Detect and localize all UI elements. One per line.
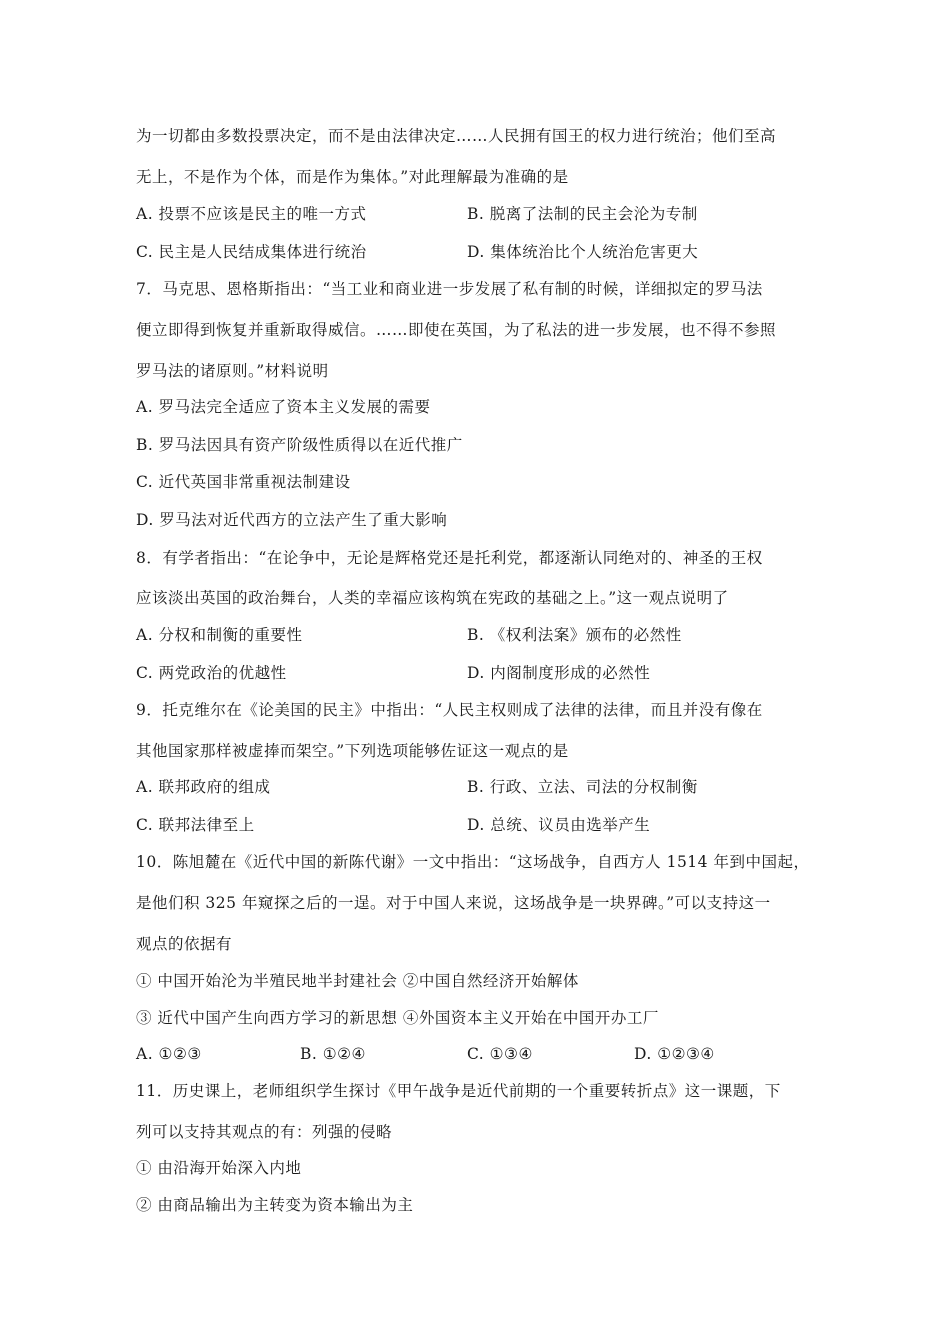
q10-stem-line-2: 是他们积 325 年窥探之后的一逞。对于中国人来说，这场战争是一块界碑。”可以支持这一 [136, 894, 771, 912]
q8-option-b: B. 《权利法案》颁布的必然性 [467, 626, 682, 644]
q8-stem-line-1: 8．有学者指出：“在论争中，无论是辉格党还是托利党，都逐渐认同绝对的、神圣的王权 [136, 549, 763, 567]
q7-option-a: A. 罗马法完全适应了资本主义发展的需要 [136, 398, 431, 416]
q9-stem-line-1: 9．托克维尔在《论美国的民主》中指出：“人民主权则成了法律的法律，而且并没有像在 [136, 701, 763, 719]
q7-option-b: B. 罗马法因具有资产阶级性质得以在近代推广 [136, 436, 463, 454]
q10-stem-line-1: 10．陈旭麓在《近代中国的新陈代谢》一文中指出：“这场战争，自西方人 1514 年到中国起， [136, 853, 810, 871]
q7-option-c: C. 近代英国非常重视法制建设 [136, 473, 351, 491]
q10-option-d: D. ①②③④ [634, 1045, 715, 1063]
q7-stem-line-2: 便立即得到恢复并重新取得威信。……即使在英国，为了私法的进一步发展，也不得不参照 [136, 321, 777, 339]
q10-statement-line-1: ① 中国开始沦为半殖民地半封建社会 ②中国自然经济开始解体 [136, 972, 579, 990]
q11-stem-line-1: 11．历史课上，老师组织学生探讨《甲午战争是近代前期的一个重要转折点》这一课题，下 [136, 1082, 781, 1100]
q10-stem-line-3: 观点的依据有 [136, 935, 233, 953]
q9-stem-line-2: 其他国家那样被虚捧而架空。”下列选项能够佐证这一观点的是 [136, 742, 569, 760]
q8-stem-line-2: 应该淡出英国的政治舞台，人类的幸福应该构筑在宪政的基础之上。”这一观点说明了 [136, 589, 729, 607]
q10-statement-line-2: ③ 近代中国产生向西方学习的新思想 ④外国资本主义开始在中国开办工厂 [136, 1009, 659, 1027]
q8-option-c: C. 两党政治的优越性 [136, 664, 287, 682]
q6-option-d: D. 集体统治比个人统治危害更大 [467, 243, 699, 261]
q7-option-d: D. 罗马法对近代西方的立法产生了重大影响 [136, 511, 448, 529]
q8-option-a: A. 分权和制衡的重要性 [136, 626, 303, 644]
q6-stem-line-2: 无上，不是作为个体，而是作为集体。”对此理解最为准确的是 [136, 168, 569, 186]
q7-stem-line-3: 罗马法的诸原则。”材料说明 [136, 362, 329, 380]
q7-stem-line-1: 7．马克思、恩格斯指出：“当工业和商业进一步发展了私有制的时候，详细拟定的罗马法 [136, 280, 763, 298]
q10-option-a: A. ①②③ [136, 1045, 202, 1063]
q9-option-c: C. 联邦法律至上 [136, 816, 255, 834]
q11-statement-2: ② 由商品输出为主转变为资本输出为主 [136, 1196, 414, 1214]
q8-option-d: D. 内阁制度形成的必然性 [467, 664, 651, 682]
q6-stem-line-1: 为一切都由多数投票决定，而不是由法律决定……人民拥有国王的权力进行统治；他们至高 [136, 127, 777, 145]
q6-option-b: B. 脱离了法制的民主会沦为专制 [467, 205, 698, 223]
q11-stem-line-2: 列可以支持其观点的有：列强的侵略 [136, 1123, 393, 1141]
q6-option-c: C. 民主是人民结成集体进行统治 [136, 243, 367, 261]
q9-option-d: D. 总统、议员由选举产生 [467, 816, 651, 834]
q9-option-a: A. 联邦政府的组成 [136, 778, 271, 796]
q9-option-b: B. 行政、立法、司法的分权制衡 [467, 778, 698, 796]
q10-option-b: B. ①②④ [300, 1045, 366, 1063]
q10-option-c: C. ①③④ [467, 1045, 533, 1063]
q11-statement-1: ① 由沿海开始深入内地 [136, 1159, 302, 1177]
q6-option-a: A. 投票不应该是民主的唯一方式 [136, 205, 367, 223]
